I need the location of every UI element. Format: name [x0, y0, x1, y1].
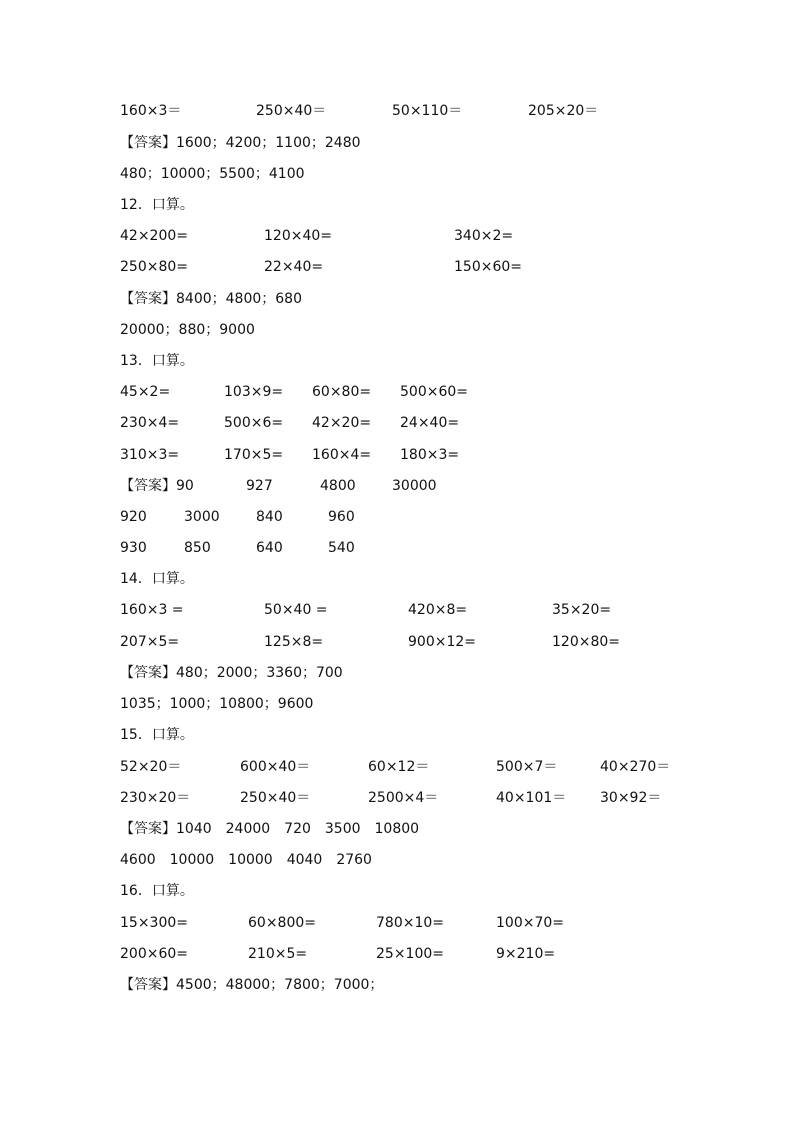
answer-line: 【答案】8400；4800；680 [120, 291, 302, 307]
answer-line: 【答案】1040 24000 720 3500 10800 [120, 821, 420, 837]
problem: 160×4= [312, 447, 372, 463]
problem: 150×60= [454, 259, 522, 275]
answer-value: 840 [256, 509, 283, 525]
problem-row [120, 632, 620, 652]
problem: 600×40＝ [240, 759, 311, 775]
answer-line: 480；10000；5500；4100 [120, 166, 305, 182]
problem: 780×10= [376, 915, 444, 931]
problem-row [120, 413, 460, 433]
answer-line: 【答案】480；2000；3360；700 [120, 665, 343, 681]
problem-row [120, 600, 612, 620]
answer-value: 927 [246, 478, 273, 494]
problem-row [120, 226, 514, 246]
problem: 52×20＝ [120, 759, 182, 775]
problem: 160×3＝ [120, 103, 182, 119]
problem: 60×12＝ [368, 759, 430, 775]
problem: 35×20= [552, 602, 612, 618]
problem-row [120, 445, 460, 465]
problem: 207×5= [120, 634, 180, 650]
answer-value: 4800 [320, 478, 356, 494]
problem: 100×70= [496, 915, 564, 931]
question-heading: 13．口算。 [120, 353, 194, 369]
answer-row [120, 538, 355, 558]
problem: 60×800= [248, 915, 316, 931]
problem: 45×2= [120, 384, 171, 400]
problem: 200×60= [120, 946, 188, 962]
problem-row [120, 101, 599, 121]
problem: 120×80= [552, 634, 620, 650]
problem: 42×200= [120, 228, 188, 244]
problem: 24×40= [400, 415, 460, 431]
problem: 103×9= [224, 384, 284, 400]
answer-value: 920 [120, 509, 147, 525]
problem: 500×60= [400, 384, 468, 400]
problem: 120×40= [264, 228, 332, 244]
problem: 340×2= [454, 228, 514, 244]
problem-row [120, 257, 522, 277]
problem-row [120, 913, 564, 933]
answer-value: 850 [184, 540, 211, 556]
answer-row [120, 507, 355, 527]
answer-value: 【答案】90 [120, 478, 194, 494]
problem: 230×20＝ [120, 790, 191, 806]
question-heading: 12．口算。 [120, 197, 194, 213]
answer-value: 3000 [184, 509, 220, 525]
problem: 250×80= [120, 259, 188, 275]
problem: 420×8= [408, 602, 468, 618]
problem: 25×100= [376, 946, 444, 962]
problem: 2500×4＝ [368, 790, 439, 806]
problem: 310×3= [120, 447, 180, 463]
answer-row [120, 476, 437, 496]
problem: 205×20＝ [528, 103, 599, 119]
answer-value: 930 [120, 540, 147, 556]
question-heading: 15．口算。 [120, 727, 194, 743]
problem: 500×6= [224, 415, 284, 431]
problem: 50×110＝ [392, 103, 463, 119]
problem-row [120, 944, 556, 964]
answer-value: 960 [328, 509, 355, 525]
problem: 42×20= [312, 415, 372, 431]
problem: 125×8= [264, 634, 324, 650]
question-heading: 14．口算。 [120, 571, 194, 587]
problem: 250×40＝ [256, 103, 327, 119]
answer-line: 20000；880；9000 [120, 322, 255, 338]
problem: 230×4= [120, 415, 180, 431]
problem: 40×101＝ [496, 790, 567, 806]
problem: 210×5= [248, 946, 308, 962]
answer-value: 540 [328, 540, 355, 556]
problem-row [120, 757, 671, 777]
problem-row [120, 382, 468, 402]
answer-value: 640 [256, 540, 283, 556]
problem: 500×7＝ [496, 759, 558, 775]
answer-value: 30000 [392, 478, 437, 494]
problem: 22×40= [264, 259, 324, 275]
problem: 9×210= [496, 946, 556, 962]
answer-line: 【答案】1600；4200；1100；2480 [120, 135, 361, 151]
problem: 170×5= [224, 447, 284, 463]
problem: 900×12= [408, 634, 476, 650]
answer-line: 4600 10000 10000 4040 2760 [120, 852, 372, 868]
problem: 60×80= [312, 384, 372, 400]
problem-row [120, 788, 662, 808]
problem: 250×40＝ [240, 790, 311, 806]
problem: 180×3= [400, 447, 460, 463]
problem: 30×92＝ [600, 790, 662, 806]
problem: 50×40 = [264, 602, 328, 618]
problem: 160×3 = [120, 602, 184, 618]
answer-line: 【答案】4500；48000；7800；7000； [120, 977, 384, 993]
problem: 40×270＝ [600, 759, 671, 775]
question-heading: 16．口算。 [120, 883, 194, 899]
problem: 15×300= [120, 915, 188, 931]
answer-line: 1035；1000；10800；9600 [120, 696, 314, 712]
